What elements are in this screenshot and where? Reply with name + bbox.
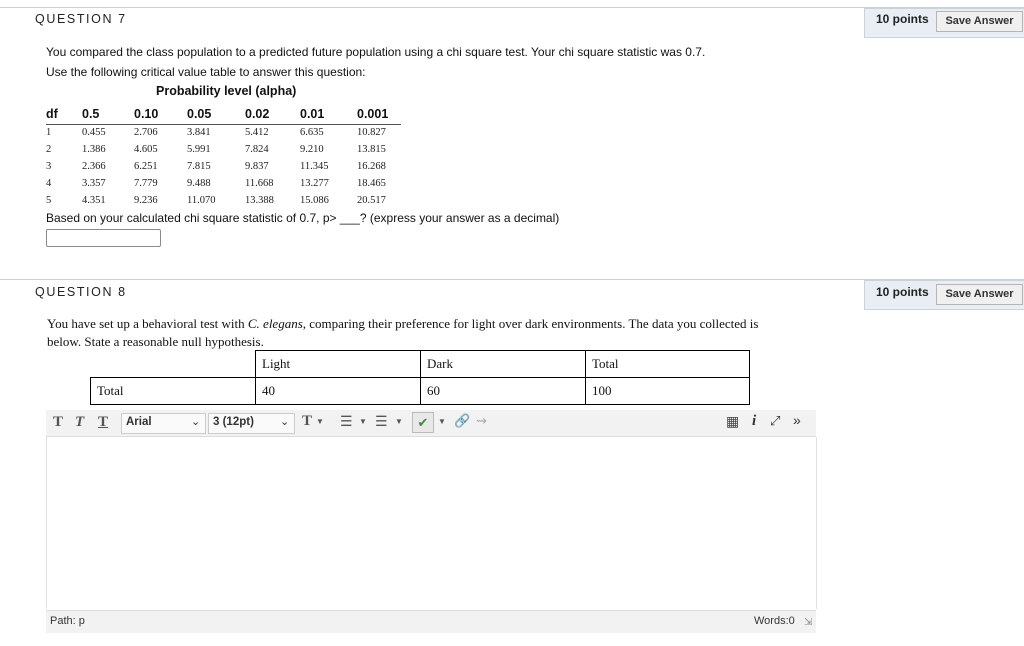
table-row — [91, 378, 750, 405]
question-8-title: QUESTION 8 — [35, 285, 127, 299]
font-family-select[interactable] — [121, 413, 206, 434]
critical-value-header-row — [46, 104, 401, 124]
info-icon[interactable]: i — [752, 413, 757, 429]
table-cell: 40 — [256, 378, 421, 405]
critical-value-table — [46, 104, 401, 209]
table-cell: 1 — [46, 127, 52, 139]
table-cell: 7.815 — [187, 161, 211, 172]
unlink-icon[interactable]: ⇝ — [476, 413, 487, 428]
question-7-prompt: Based on your calculated chi square statistic of 0.7, p> ___? (express your answer as a decimal) — [46, 211, 560, 225]
question-8-points: 10 points — [876, 285, 929, 299]
table-cell: 7.779 — [134, 178, 158, 189]
table-cell: 1.386 — [82, 144, 106, 155]
table-header-cell: 0.05 — [187, 106, 212, 121]
table-cell: 5 — [46, 195, 52, 206]
question-7-text-line-2: Use the following critical value table to answer this question: — [46, 65, 366, 79]
table-cell — [91, 351, 256, 378]
table-cell: Total — [586, 351, 750, 378]
numbered-list-icon[interactable]: ☰ — [375, 413, 388, 429]
expand-toolbar-icon[interactable]: » — [793, 412, 801, 428]
table-header-cell: df — [46, 106, 58, 121]
table-cell: 3.357 — [82, 178, 106, 189]
font-size-value: 3 (12pt) — [213, 416, 254, 428]
table-cell: Light — [256, 351, 421, 378]
font-size-select[interactable] — [208, 413, 295, 434]
question-7-title: QUESTION 7 — [35, 12, 127, 26]
editor-path: Path: p — [50, 615, 85, 627]
table-cell: 9.837 — [245, 161, 269, 172]
table-cell: 3 — [46, 161, 52, 172]
table-row — [46, 192, 401, 209]
light-dark-data-table — [90, 350, 750, 405]
dropdown-arrow-icon[interactable]: ▼ — [395, 417, 403, 426]
question-8-text-start: You have set up a behavioral test with — [47, 316, 248, 331]
table-cell: 0.455 — [82, 127, 106, 139]
spell-check-icon[interactable]: ✔ — [412, 412, 434, 433]
table-cell: 2.366 — [82, 161, 106, 172]
font-family-value: Arial — [126, 416, 152, 428]
table-cell: 13.388 — [245, 195, 274, 206]
table-header-cell: 0.001 — [357, 106, 389, 121]
table-header-cell: 0.01 — [300, 106, 325, 121]
underline-text-icon[interactable]: T — [98, 414, 109, 430]
dropdown-arrow-icon[interactable]: ▼ — [316, 417, 324, 426]
question-8-text — [47, 315, 817, 351]
table-cell: 60 — [421, 378, 586, 405]
table-header-cell: 0.02 — [245, 106, 270, 121]
fullscreen-icon[interactable]: ⤢ — [770, 413, 781, 428]
preview-icon[interactable]: ▦ — [726, 413, 740, 429]
table-cell: 9.236 — [134, 195, 158, 206]
table-cell: 4.351 — [82, 195, 106, 206]
table-cell: 3.841 — [187, 127, 211, 139]
table-cell: 100 — [586, 378, 750, 405]
question-7-points: 10 points — [876, 12, 929, 26]
table-cell: 6.251 — [134, 161, 158, 172]
bold-text-icon[interactable]: T — [53, 414, 64, 430]
table-cell: 10.827 — [357, 127, 386, 139]
table-row — [91, 351, 750, 378]
chevron-down-icon: ⌄ — [280, 416, 290, 428]
table-cell: 16.268 — [357, 161, 386, 172]
editor-status-bar — [46, 610, 816, 633]
table-cell: Total — [91, 378, 256, 405]
question-8-text-end: , comparing their preference for light over dark environments. The data you collected is — [302, 316, 759, 331]
editor-toolbar — [46, 410, 816, 437]
table-cell: 18.465 — [357, 178, 386, 189]
dropdown-arrow-icon[interactable]: ▼ — [359, 417, 367, 426]
table-header-cell: 0.5 — [82, 106, 100, 121]
bullet-list-icon[interactable]: ☰ — [340, 413, 353, 429]
table-cell: 13.277 — [300, 178, 329, 189]
table-cell: 7.824 — [245, 144, 269, 155]
table-cell: 11.070 — [187, 195, 216, 206]
insert-link-icon[interactable]: 🔗 — [454, 413, 471, 428]
resize-handle-icon[interactable]: ⇲ — [804, 617, 813, 628]
table-cell: 2 — [46, 144, 52, 155]
table-cell: 11.668 — [245, 178, 274, 189]
table-cell: 9.488 — [187, 178, 211, 189]
dropdown-arrow-icon[interactable]: ▼ — [438, 417, 446, 426]
text-color-icon[interactable]: T — [302, 413, 313, 429]
table-header-cell: 0.10 — [134, 106, 159, 121]
answer-text-editor[interactable] — [46, 437, 817, 609]
table-cell: 4.605 — [134, 144, 158, 155]
table-row — [46, 158, 401, 175]
table-cell: 20.517 — [357, 195, 386, 206]
table-row — [46, 175, 401, 192]
question-7-answer-input[interactable] — [46, 229, 161, 247]
question-7-save-answer-button[interactable]: Save Answer — [936, 11, 1023, 32]
table-cell: 9.210 — [300, 144, 324, 155]
table-cell: 6.635 — [300, 127, 324, 139]
critical-value-table-caption: Probability level (alpha) — [156, 84, 297, 98]
question-7-text-line-1: You compared the class population to a predicted future population using a chi square test. Your chi square statistic was 0.7. — [46, 45, 706, 59]
word-count: Words:0 — [754, 615, 795, 627]
table-cell: Dark — [421, 351, 586, 378]
question-8-text-line-2: below. State a reasonable null hypothesis. — [47, 334, 264, 349]
table-cell: 11.345 — [300, 161, 329, 172]
italic-text-icon[interactable]: T — [75, 414, 85, 430]
table-cell: 5.412 — [245, 127, 269, 139]
table-cell: 13.815 — [357, 144, 386, 155]
table-cell: 4 — [46, 178, 52, 189]
table-cell: 2.706 — [134, 127, 158, 139]
question-8-save-answer-button[interactable]: Save Answer — [936, 284, 1023, 305]
table-row — [46, 124, 401, 141]
table-cell: 5.991 — [187, 144, 211, 155]
table-cell: 15.086 — [300, 195, 329, 206]
species-name: C. elegans — [247, 316, 303, 331]
table-row — [46, 141, 401, 158]
chevron-down-icon: ⌄ — [191, 416, 201, 428]
